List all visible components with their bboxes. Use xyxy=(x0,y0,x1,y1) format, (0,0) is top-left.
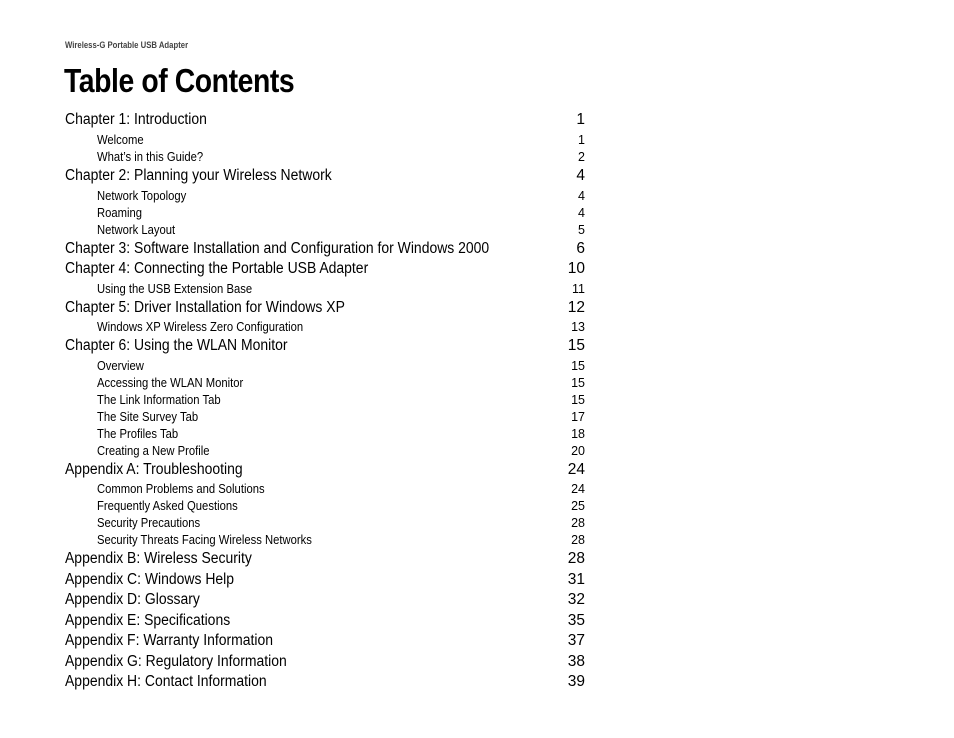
toc-entry-label: Chapter 2: Planning your Wireless Network xyxy=(65,167,332,184)
toc-entry-page-number: 31 xyxy=(567,570,585,588)
toc-section-entry[interactable] xyxy=(65,392,585,409)
toc-chapter-entry[interactable] xyxy=(65,611,585,632)
toc-entry-label: Chapter 4: Connecting the Portable USB Adapter xyxy=(65,260,369,277)
toc-entry-page-number: 15 xyxy=(571,375,585,390)
toc-entry-page-number: 10 xyxy=(567,260,585,277)
toc-entry-label: What’s in this Guide? xyxy=(97,150,204,164)
toc-section-entry[interactable] xyxy=(65,443,585,460)
toc-entry-page-number: 1 xyxy=(578,133,585,147)
toc-section-entry[interactable] xyxy=(65,318,585,336)
toc-entry-page-number: 6 xyxy=(576,239,585,257)
toc-entry-label: Appendix B: Wireless Security xyxy=(65,550,252,567)
toc-entry-page-number: 32 xyxy=(567,591,585,608)
toc-section-entry[interactable] xyxy=(65,149,585,166)
toc-entry-label: Accessing the WLAN Monitor xyxy=(97,375,244,390)
toc-entry-page-number: 18 xyxy=(571,426,585,441)
toc-chapter-entry[interactable] xyxy=(65,590,585,611)
running-header: Wireless-G Portable USB Adapter xyxy=(65,40,189,50)
toc-chapter-entry[interactable] xyxy=(65,549,585,570)
toc-chapter-entry[interactable] xyxy=(65,460,585,481)
toc-entry-page-number: 39 xyxy=(567,673,585,690)
toc-chapter-entry[interactable] xyxy=(65,570,585,591)
toc-section-entry[interactable] xyxy=(65,222,585,239)
toc-section-entry[interactable] xyxy=(65,357,585,375)
toc-entry-page-number: 28 xyxy=(567,550,585,567)
toc-entry-page-number: 24 xyxy=(567,460,585,478)
toc-entry-page-number: 4 xyxy=(578,205,585,220)
toc-entry-page-number: 24 xyxy=(571,482,585,496)
toc-chapter-entry[interactable] xyxy=(65,336,585,357)
toc-entry-page-number: 12 xyxy=(567,298,585,316)
toc-chapter-entry[interactable] xyxy=(65,652,585,673)
toc-entry-label: Chapter 1: Introduction xyxy=(65,111,207,128)
toc-entry-label: The Link Information Tab xyxy=(97,392,221,407)
toc-entry-page-number: 15 xyxy=(567,337,585,354)
toc-entry-page-number: 11 xyxy=(572,281,585,296)
toc-entry-label: Appendix H: Contact Information xyxy=(65,673,267,690)
toc-entry-label: Chapter 3: Software Installation and Configuration for Windows 2000 xyxy=(65,239,490,257)
toc-section-entry[interactable] xyxy=(65,375,585,392)
toc-entry-label: Network Layout xyxy=(97,222,176,237)
toc-section-entry[interactable] xyxy=(65,426,585,443)
toc-entry-label: Welcome xyxy=(97,133,144,147)
toc-entry-label: Chapter 5: Driver Installation for Windows XP xyxy=(65,298,345,316)
toc-entry-page-number: 38 xyxy=(567,652,585,670)
toc-entry-label: Appendix G: Regulatory Information xyxy=(65,652,287,670)
toc-entry-label: Network Topology xyxy=(97,188,187,203)
toc-entry-page-number: 4 xyxy=(578,188,585,203)
toc-entry-page-number: 2 xyxy=(578,150,585,164)
toc-entry-page-number: 1 xyxy=(576,111,585,128)
toc-entry-page-number: 20 xyxy=(571,443,585,458)
toc-entry-label: Appendix F: Warranty Information xyxy=(65,632,274,649)
toc-chapter-entry[interactable] xyxy=(65,298,585,319)
toc-entry-label: Security Threats Facing Wireless Networks xyxy=(97,533,312,547)
toc-entry-label: Appendix D: Glossary xyxy=(65,591,200,608)
toc-section-entry[interactable] xyxy=(65,409,585,426)
toc-entry-label: Using the USB Extension Base xyxy=(97,281,253,296)
toc-section-entry[interactable] xyxy=(65,205,585,222)
toc-entry-label: Appendix E: Specifications xyxy=(65,611,231,629)
table-of-contents xyxy=(65,110,585,693)
toc-entry-label: Overview xyxy=(97,358,144,373)
toc-section-entry[interactable] xyxy=(65,532,585,549)
toc-section-entry[interactable] xyxy=(65,515,585,532)
toc-entry-page-number: 15 xyxy=(571,358,585,373)
page-title: Table of Contents xyxy=(64,62,295,99)
toc-entry-page-number: 4 xyxy=(576,167,585,184)
toc-entry-label: Security Precautions xyxy=(97,516,201,530)
toc-entry-page-number: 13 xyxy=(571,320,585,334)
toc-entry-page-number: 28 xyxy=(571,516,585,530)
toc-entry-label: Frequently Asked Questions xyxy=(97,499,238,513)
toc-section-entry[interactable] xyxy=(65,280,585,298)
toc-entry-page-number: 37 xyxy=(567,632,585,649)
toc-entry-page-number: 15 xyxy=(571,392,585,407)
toc-entry-label: Creating a New Profile xyxy=(97,443,210,458)
toc-chapter-entry[interactable] xyxy=(65,239,585,260)
toc-entry-page-number: 5 xyxy=(578,222,585,237)
toc-section-entry[interactable] xyxy=(65,480,585,498)
toc-entry-label: Chapter 6: Using the WLAN Monitor xyxy=(65,337,288,354)
toc-entry-label: Windows XP Wireless Zero Configuration xyxy=(97,320,304,334)
toc-chapter-entry[interactable] xyxy=(65,110,585,131)
toc-entry-label: Roaming xyxy=(97,205,143,220)
toc-entry-label: Common Problems and Solutions xyxy=(97,482,265,496)
toc-chapter-entry[interactable] xyxy=(65,631,585,652)
toc-chapter-entry[interactable] xyxy=(65,672,585,693)
toc-entry-label: The Site Survey Tab xyxy=(97,409,199,424)
toc-entry-page-number: 25 xyxy=(571,499,585,513)
toc-entry-page-number: 17 xyxy=(571,409,585,424)
toc-section-entry[interactable] xyxy=(65,498,585,515)
toc-entry-page-number: 28 xyxy=(571,533,585,547)
toc-chapter-entry[interactable] xyxy=(65,259,585,280)
toc-section-entry[interactable] xyxy=(65,131,585,149)
toc-entry-page-number: 35 xyxy=(567,611,585,629)
toc-section-entry[interactable] xyxy=(65,187,585,205)
toc-entry-label: Appendix A: Troubleshooting xyxy=(65,460,243,478)
toc-chapter-entry[interactable] xyxy=(65,166,585,187)
toc-entry-label: Appendix C: Windows Help xyxy=(65,570,235,588)
toc-entry-label: The Profiles Tab xyxy=(97,426,179,441)
